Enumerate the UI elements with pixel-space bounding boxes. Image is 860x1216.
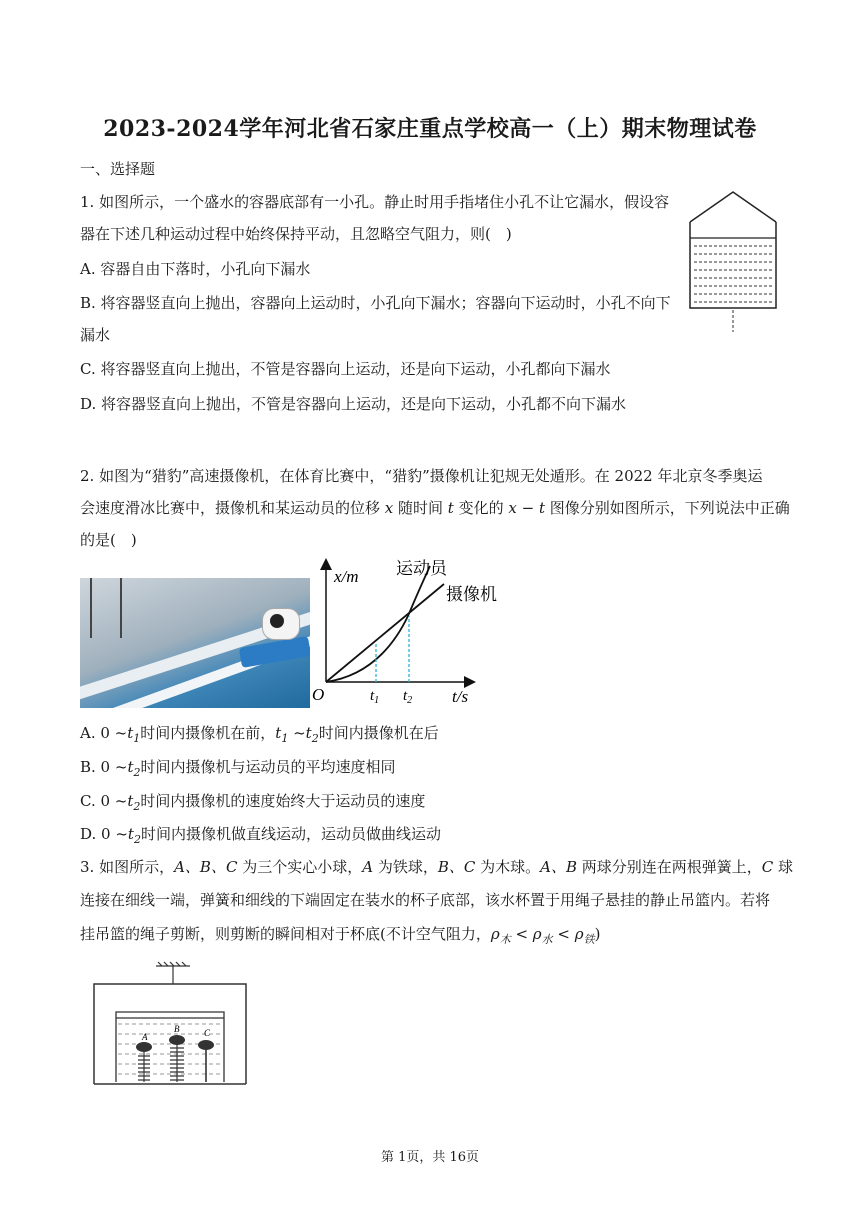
var-x-t: x − t: [508, 499, 545, 517]
q2-stem-line3: 的是( ): [80, 531, 137, 549]
q3-stem-line2: 连接在细线一端，弹簧和细线的下端固定在装水的杯子底部，该水杯置于用绳子悬挂的静止吊篮内。若将: [80, 891, 771, 909]
camera-photo: [80, 578, 310, 708]
q1-option-b-line2: 漏水: [80, 326, 111, 344]
q1-container-figure: [686, 188, 780, 336]
q3-basket-figure: [90, 960, 250, 1088]
t2-label: $t_2$: [403, 688, 413, 706]
label-a: A: [142, 1032, 148, 1042]
q2-stem-text: 变化的: [453, 499, 509, 517]
ball-b: [170, 1044, 184, 1082]
ball-a: [138, 1052, 150, 1082]
q1-stem-line2: 器在下述几种运动过程中始终保持平动，且忽略空气阻力，则( ): [80, 225, 512, 243]
q2-stem-text: 随时间: [393, 499, 448, 517]
q3-stem-line3: 挂吊篮的绳子剪断，则剪断的瞬间相对于杯底(不计空气阻力，$\rho_木 < \rho_水 < \rho_铁$): [80, 925, 601, 946]
q2-stem-text: 图像分别如图所示，下列说法中正确: [544, 499, 790, 517]
ball-c: [198, 1040, 214, 1050]
label-b: B: [174, 1024, 180, 1034]
var-x: x: [384, 499, 394, 517]
y-axis-label: x/m: [334, 567, 359, 586]
q2-option-d: D. 0 $\sim t_2$时间内摄像机做直线运动，运动员做曲线运动: [80, 825, 441, 846]
photo-ladder: [90, 578, 122, 638]
q1-option-b-line1: B. 将容器竖直向上抛出，容器向上运动时，小孔向下漏水；容器向下运动时，小孔不向下: [80, 294, 671, 312]
x-axis-label: t/s: [452, 687, 469, 706]
q1-option-a: A. 容器自由下落时，小孔向下漏水: [80, 260, 311, 278]
section-heading: 一、选择题: [80, 160, 156, 178]
photo-camera-lens: [270, 614, 284, 628]
page-footer: 第 1页，共 16页: [380, 1150, 480, 1165]
q2-option-c: C. 0 $\sim t_2$时间内摄像机的速度始终大于运动员的速度: [80, 792, 426, 813]
q1-stem-line1: 1. 如图所示，一个盛水的容器底部有一小孔。静止时用手指堵住小孔不让它漏水，假设容: [80, 193, 670, 211]
t1-label: $t_1$: [370, 688, 380, 706]
q2-stem-line2: [80, 497, 790, 519]
q3-stem-line1: 3. 如图所示，A、B、C 为三个实心小球，A 为铁球，B、C 为木球。A、B 两球分别连在两根弹簧上，C 球: [80, 858, 794, 876]
athlete-label: 运动员: [396, 559, 447, 578]
label-c: C: [204, 1028, 211, 1038]
page-title: 2023-2024学年河北省石家庄重点学校高一（上）期末物理试卷: [103, 116, 757, 142]
camera-line: [326, 584, 444, 682]
q1-option-d: D. 将容器竖直向上抛出，不管是容器向上运动，还是向下运动，小孔都不向下漏水: [80, 395, 627, 413]
q1-option-c: C. 将容器竖直向上抛出，不管是容器向上运动，还是向下运动，小孔都向下漏水: [80, 360, 611, 378]
q2-option-b: B. 0 $\sim t_2$时间内摄像机与运动员的平均速度相同: [80, 758, 396, 779]
q2-stem-line1: 2. 如图为“猎豹”高速摄像机，在体育比赛中，“猎豹”摄像机让犯规无处遁形。在 2022 年北京冬季奥运: [80, 467, 763, 485]
var-t: t: [447, 499, 454, 517]
q2-stem-text: 会速度滑冰比赛中，摄像机和某运动员的位移: [80, 499, 385, 517]
origin-label: O: [312, 685, 325, 704]
q2-option-a: A. 0 $\sim t_1$时间内摄像机在前，$t_1$ $\sim t_2$时间内摄像机在后: [80, 724, 439, 745]
xt-graph: [310, 554, 510, 706]
camera-label: 摄像机: [446, 585, 497, 604]
